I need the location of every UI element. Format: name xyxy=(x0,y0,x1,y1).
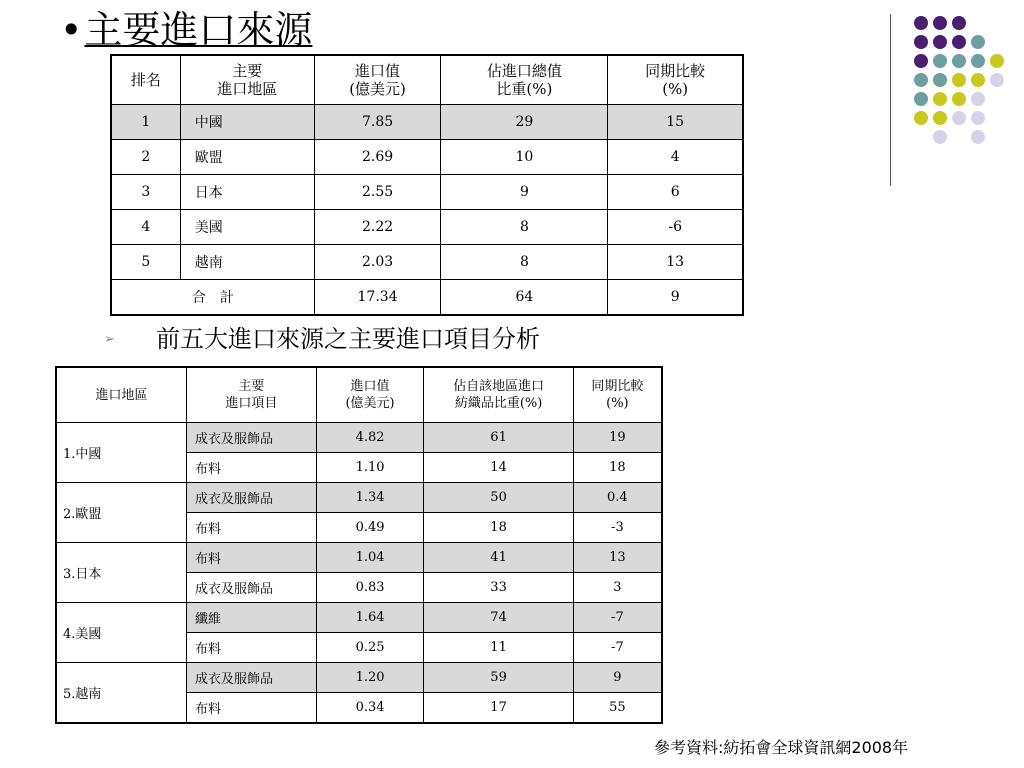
region-cell: 越南 xyxy=(180,245,314,280)
yoy-cell: -3 xyxy=(573,513,662,543)
decorative-dot xyxy=(933,92,947,106)
decorative-dot xyxy=(914,111,928,125)
item-cell: 布料 xyxy=(186,693,316,724)
decorative-dot xyxy=(914,54,928,68)
title-text: 主要進口來源 xyxy=(84,8,313,52)
total-yoy: 9 xyxy=(608,280,743,316)
decorative-dot xyxy=(952,92,966,106)
share-cell: 18 xyxy=(424,513,573,543)
decorative-dot xyxy=(971,54,985,68)
decorative-dot xyxy=(933,35,947,49)
header-yoy: 同期比較 (%) xyxy=(608,55,743,105)
share-cell: 33 xyxy=(424,573,573,603)
region-cell: 3.日本 xyxy=(56,543,186,603)
value-cell: 4.82 xyxy=(316,423,424,453)
decorative-dot xyxy=(933,111,947,125)
header-yoy: 同期比較 (%) xyxy=(573,367,662,423)
table-row xyxy=(111,105,743,140)
header-share: 佔進口總值 比重(%) xyxy=(441,55,608,105)
yoy-cell: -6 xyxy=(608,210,743,245)
total-share: 64 xyxy=(441,280,608,316)
share-cell: 8 xyxy=(441,245,608,280)
item-cell: 成衣及服飾品 xyxy=(186,423,316,453)
yoy-cell: 13 xyxy=(573,543,662,573)
value-cell: 1.10 xyxy=(316,453,424,483)
decorative-dot xyxy=(952,16,966,30)
slide-title xyxy=(60,8,312,52)
value-cell: 0.25 xyxy=(316,633,424,663)
subtitle xyxy=(100,322,540,357)
header-rank: 排名 xyxy=(111,55,180,105)
share-cell: 61 xyxy=(424,423,573,453)
table-header-row xyxy=(56,367,662,423)
item-cell: 布料 xyxy=(186,633,316,663)
decorative-dot xyxy=(933,130,947,144)
value-cell: 1.34 xyxy=(316,483,424,513)
table-row xyxy=(56,423,662,453)
region-cell: 5.越南 xyxy=(56,663,186,724)
import-items-table xyxy=(55,366,663,724)
decorative-dot xyxy=(952,54,966,68)
value-cell: 7.85 xyxy=(314,105,441,140)
share-cell: 14 xyxy=(424,453,573,483)
item-cell: 成衣及服飾品 xyxy=(186,663,316,693)
rank-cell: 2 xyxy=(111,140,180,175)
yoy-cell: 18 xyxy=(573,453,662,483)
item-cell: 布料 xyxy=(186,513,316,543)
table-row xyxy=(56,483,662,513)
header-value: 進口值 (億美元) xyxy=(316,367,424,423)
table-row xyxy=(111,140,743,175)
yoy-cell: 6 xyxy=(608,175,743,210)
total-value: 17.34 xyxy=(314,280,441,316)
rank-cell: 3 xyxy=(111,175,180,210)
decorative-dot xyxy=(971,35,985,49)
value-cell: 1.64 xyxy=(316,603,424,633)
share-cell: 59 xyxy=(424,663,573,693)
share-cell: 8 xyxy=(441,210,608,245)
share-cell: 17 xyxy=(424,693,573,724)
decorative-dot xyxy=(952,73,966,87)
header-share: 佔自該地區進口 紡織品比重(%) xyxy=(424,367,573,423)
source-citation: 參考資料:紡拓會全球資訊網2008年 xyxy=(654,738,909,757)
value-cell: 2.22 xyxy=(314,210,441,245)
decorative-dot xyxy=(914,73,928,87)
value-cell: 0.34 xyxy=(316,693,424,724)
region-cell: 2.歐盟 xyxy=(56,483,186,543)
table-total-row xyxy=(111,280,743,316)
yoy-cell: 3 xyxy=(573,573,662,603)
value-cell: 0.83 xyxy=(316,573,424,603)
table-row xyxy=(56,663,662,693)
table-row xyxy=(111,210,743,245)
yoy-cell: 19 xyxy=(573,423,662,453)
yoy-cell: 13 xyxy=(608,245,743,280)
header-region: 主要 進口地區 xyxy=(180,55,314,105)
item-cell: 布料 xyxy=(186,453,316,483)
title-bullet: • xyxy=(60,8,83,52)
total-label: 合 計 xyxy=(111,280,314,316)
decorative-divider xyxy=(890,14,891,186)
share-cell: 10 xyxy=(441,140,608,175)
region-cell: 美國 xyxy=(180,210,314,245)
region-cell: 日本 xyxy=(180,175,314,210)
value-cell: 2.69 xyxy=(314,140,441,175)
yoy-cell: -7 xyxy=(573,603,662,633)
header-value: 進口值 (億美元) xyxy=(314,55,441,105)
arrow-bullet-icon: ➢ xyxy=(104,332,115,347)
item-cell: 布料 xyxy=(186,543,316,573)
decorative-dot xyxy=(914,35,928,49)
header-item: 主要 進口項目 xyxy=(186,367,316,423)
share-cell: 50 xyxy=(424,483,573,513)
share-cell: 9 xyxy=(441,175,608,210)
table-row xyxy=(56,543,662,573)
share-cell: 11 xyxy=(424,633,573,663)
decorative-dot xyxy=(971,73,985,87)
decorative-dot xyxy=(914,92,928,106)
decorative-dot xyxy=(952,111,966,125)
decorative-dot xyxy=(933,73,947,87)
value-cell: 2.03 xyxy=(314,245,441,280)
share-cell: 41 xyxy=(424,543,573,573)
item-cell: 成衣及服飾品 xyxy=(186,483,316,513)
region-cell: 歐盟 xyxy=(180,140,314,175)
rank-cell: 1 xyxy=(111,105,180,140)
value-cell: 0.49 xyxy=(316,513,424,543)
value-cell: 1.20 xyxy=(316,663,424,693)
rank-cell: 5 xyxy=(111,245,180,280)
table-row xyxy=(111,245,743,280)
yoy-cell: 55 xyxy=(573,693,662,724)
value-cell: 2.55 xyxy=(314,175,441,210)
decorative-dot xyxy=(971,130,985,144)
region-cell: 4.美國 xyxy=(56,603,186,663)
table-header-row xyxy=(111,55,743,105)
item-cell: 成衣及服飾品 xyxy=(186,573,316,603)
yoy-cell: 15 xyxy=(608,105,743,140)
yoy-cell: 9 xyxy=(573,663,662,693)
region-cell: 中國 xyxy=(180,105,314,140)
decorative-dot xyxy=(990,73,1004,87)
table-row xyxy=(111,175,743,210)
yoy-cell: -7 xyxy=(573,633,662,663)
value-cell: 1.04 xyxy=(316,543,424,573)
item-cell: 纖維 xyxy=(186,603,316,633)
decorative-dot xyxy=(933,16,947,30)
decorative-dot xyxy=(933,54,947,68)
yoy-cell: 0.4 xyxy=(573,483,662,513)
table-row xyxy=(56,603,662,633)
decorative-dot-grid xyxy=(898,14,1008,174)
decorative-dot xyxy=(952,35,966,49)
share-cell: 29 xyxy=(441,105,608,140)
region-cell: 1.中國 xyxy=(56,423,186,483)
decorative-dot xyxy=(971,111,985,125)
decorative-dot xyxy=(914,16,928,30)
rank-cell: 4 xyxy=(111,210,180,245)
decorative-dot xyxy=(971,92,985,106)
header-region: 進口地區 xyxy=(56,367,186,423)
yoy-cell: 4 xyxy=(608,140,743,175)
import-sources-table xyxy=(110,54,744,316)
subtitle-text: 前五大進口來源之主要進口項目分析 xyxy=(156,325,540,353)
share-cell: 74 xyxy=(424,603,573,633)
decorative-dot xyxy=(990,54,1004,68)
